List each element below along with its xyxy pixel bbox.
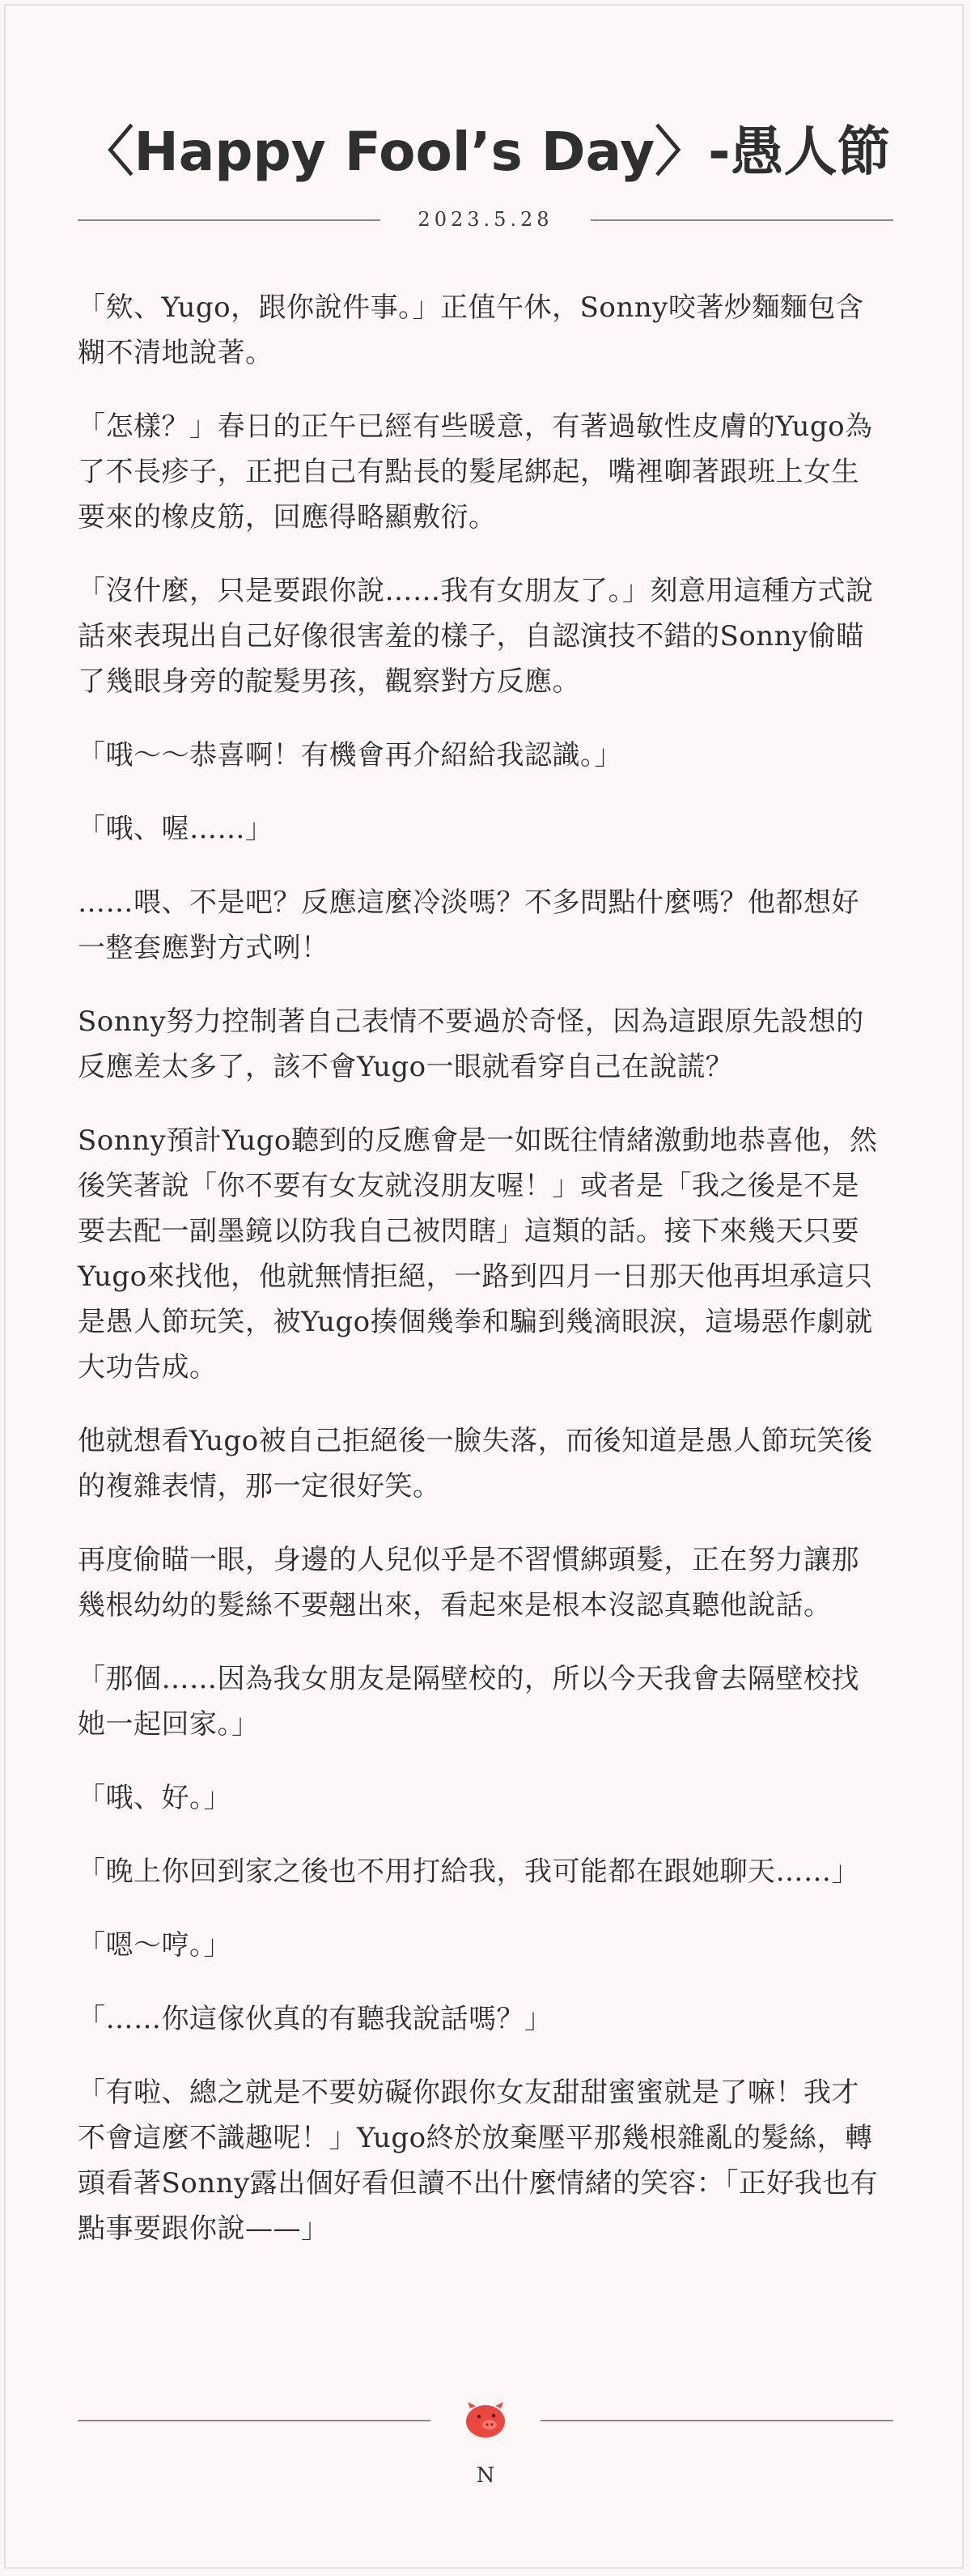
pig-face-icon: [463, 2400, 508, 2440]
story-body: [78, 285, 879, 2280]
paragraph: 「哦～～恭喜啊！有機會再介紹給我認識。」: [78, 739, 622, 772]
end-divider-left: [78, 2420, 430, 2421]
paragraph: 「怎樣？」春日的正午已經有些暖意，有著過敏性皮膚的Yugo為了不長疹子，正把自己有點長的髮尾綁起，嘴裡啣著跟班上女生要來的橡皮筋，回應得略顯敷衍。: [78, 410, 873, 533]
story-title: 〈Happy Fool’s Day〉-愚人節: [80, 121, 891, 183]
paragraph: 他就想看Yugo被自己拒絕後一臉失落，而後知道是愚人節玩笑後的複雜表情，那一定很好笑。: [78, 1425, 873, 1503]
paragraph: 「晚上你回到家之後也不用打給我，我可能都在跟她聊天……」: [78, 1855, 859, 1888]
publish-date: 2023.5.28: [418, 208, 553, 231]
paragraph: Sonny努力控制著自己表情不要過於奇怪，因為這跟原先設想的反應差太多了，該不會Yugo一眼就看穿自己在說謊？: [78, 1005, 864, 1083]
paragraph: 「……你這傢伙真的有聽我說話嗎？」: [78, 2003, 553, 2035]
paragraph: 「有啦、總之就是不要妨礙你跟你女友甜甜蜜蜜就是了嘛！我才不會這麼不識趣呢！」Yugo終於放棄壓平那幾根雜亂的髮絲，轉頭看著Sonny露出個好看但讀不出什麼情緒的笑容：「正好我也有點事要跟你說——」: [78, 2077, 879, 2245]
paragraph: ……喂、不是吧？反應這麼冷淡嗎？不多問點什麼嗎？他都想好一整套應對方式咧！: [78, 886, 859, 964]
end-divider: [78, 2400, 893, 2440]
divider-left: [78, 219, 380, 221]
date-row: [78, 207, 893, 232]
paragraph: 「哦、好。」: [78, 1782, 231, 1814]
paragraph: 「嗯～哼。」: [78, 1929, 231, 1962]
paragraph: 「欸、Yugo，跟你說件事。」正值午休，Sonny咬著炒麵麵包含糊不清地說著。: [78, 291, 864, 369]
paragraph: Sonny預計Yugo聽到的反應會是一如既往情緒激動地恭喜他，然後笑著說「你不要有女友就沒朋友喔！」或者是「我之後是不是要去配一副墨鏡以防我自己被閃瞎」這類的話。接下來幾天只要Yugo來找他，他就無情拒絕，一路到四月一日那天他再坦承這只是愚人節玩笑，被Yugo揍個幾拳和騙到幾滴眼淚，這場惡作劇就大功告成。: [78, 1124, 878, 1384]
paragraph: 「哦、喔……」: [78, 813, 273, 845]
paragraph: 「沒什麼，只是要跟你說……我有女朋友了。」刻意用這種方式說話來表現出自己好像很害羞的樣子，自認演技不錯的Sonny偷瞄了幾眼身旁的靛髮男孩，觀察對方反應。: [78, 575, 874, 698]
divider-right: [591, 219, 893, 221]
author-signature: N: [476, 2463, 495, 2488]
paragraph: 再度偷瞄一眼，身邊的人兒似乎是不習慣綁頭髮，正在努力讓那幾根幼幼的髮絲不要翹出來，看起來是根本沒認真聽他說話。: [78, 1544, 859, 1622]
paragraph: 「那個……因為我女朋友是隔壁校的，所以今天我會去隔壁校找她一起回家。」: [78, 1663, 859, 1741]
end-divider-right: [541, 2420, 893, 2421]
